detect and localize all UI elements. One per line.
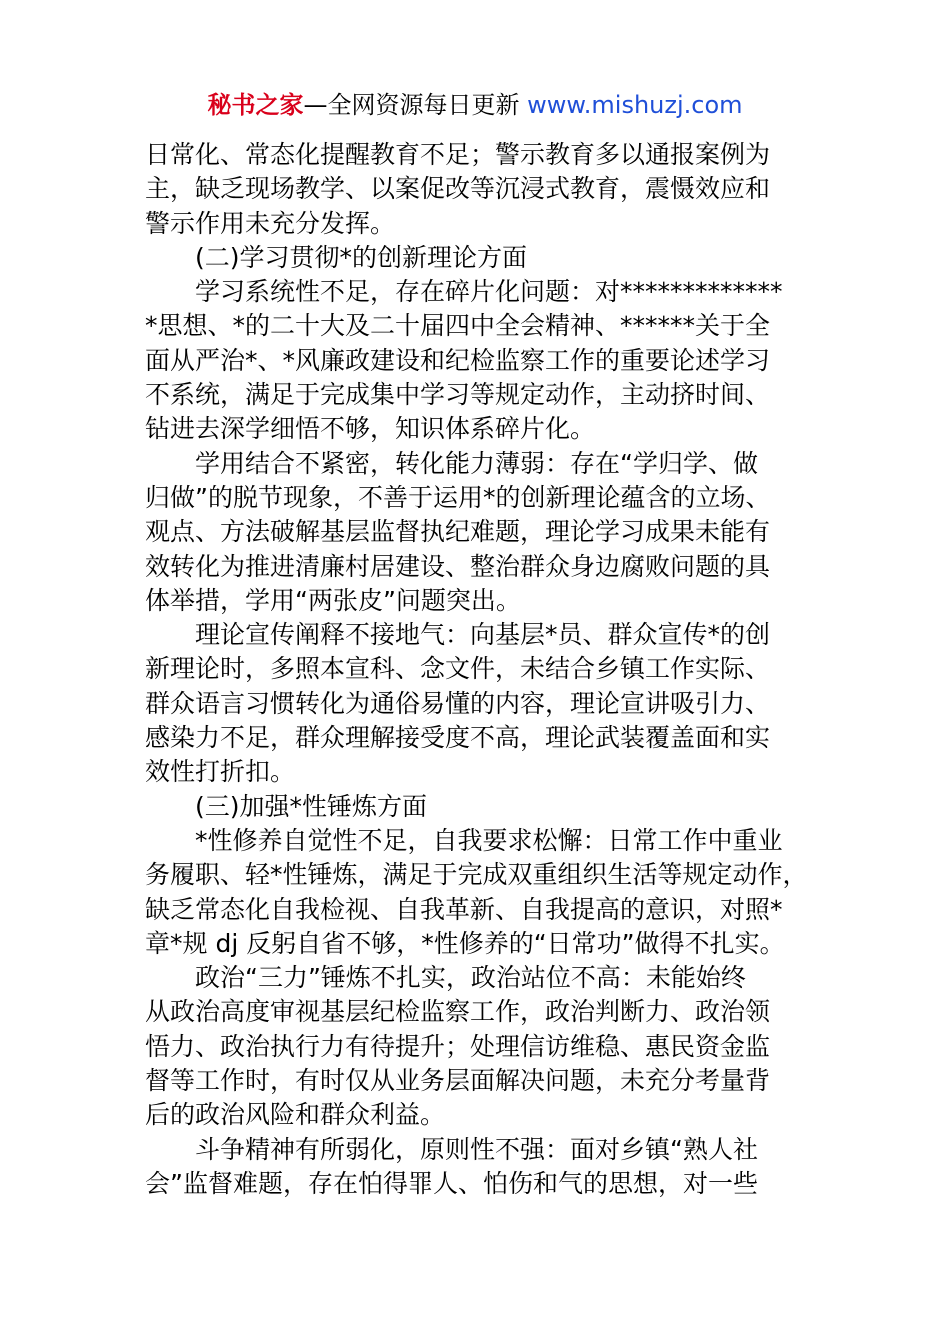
text-line: 钻进去深学细悟不够，知识体系碎片化。: [145, 414, 596, 444]
paragraph-first-line: 学习系统性不足，存在碎片化问题：对*************: [195, 277, 783, 307]
paragraph-first-line: 斗争精神有所弱化，原则性不强：面对乡镇“熟人社: [195, 1134, 758, 1164]
text-line: 从政治高度审视基层纪检监察工作，政治判断力、政治领: [145, 997, 771, 1027]
text-line: 新理论时，多照本宣科、念文件，未结合乡镇工作实际、: [145, 654, 771, 684]
text-line: 后的政治风险和群众利益。: [145, 1100, 446, 1130]
text-line: 归做”的脱节现象，不善于运用*的创新理论蕴含的立场、: [145, 482, 771, 512]
text-line: *思想、*的二十大及二十届四中全会精神、******关于全: [145, 311, 771, 341]
site-brand: 秘书之家: [207, 91, 304, 119]
text-line: 会”监督难题，存在怕得罪人、怕伤和气的思想，对一些: [145, 1168, 758, 1198]
paragraph-first-line: 理论宣传阐释不接地气：向基层*员、群众宣传*的创: [195, 620, 771, 650]
text-line: 不系统，满足于完成集中学习等规定动作，主动挤时间、: [145, 380, 771, 410]
section-heading: (二)学习贯彻*的创新理论方面: [195, 242, 528, 272]
text-line: 面从严治*、*风廉政建设和纪检监察工作的重要论述学习: [145, 345, 771, 375]
text-line: 缺乏常态化自我检视、自我革新、自我提高的意识，对照*: [145, 894, 783, 924]
text-line: 效性打折扣。: [145, 757, 296, 787]
paragraph-first-line: 政治“三力”锤炼不扎实，政治站位不高：未能始终: [195, 963, 746, 993]
site-url-link[interactable]: www.mishuzj.com: [527, 91, 743, 119]
text-line: 观点、方法破解基层监督执纪难题，理论学习成果未能有: [145, 517, 771, 547]
document-body: [145, 138, 810, 1201]
text-line: 章*规 dj 反躬自省不够，*性修养的“日常功”做得不扎实。: [145, 928, 785, 958]
paragraph-first-line: *性修养自觉性不足，自我要求松懈：日常工作中重业: [195, 825, 783, 855]
section-heading: (三)加强*性锤炼方面: [195, 791, 428, 821]
site-tagline: —全网资源每日更新: [303, 91, 520, 119]
text-line: 效转化为推进清廉村居建设、整治群众身边腐败问题的具: [145, 551, 771, 581]
text-line: 日常化、常态化提醒教育不足；警示教育多以通报案例为: [145, 140, 771, 169]
paragraph-first-line: 学用结合不紧密，转化能力薄弱：存在“学归学、做: [195, 448, 758, 478]
site-header: [0, 88, 950, 122]
text-line: 督等工作时，有时仅从业务层面解决问题，未充分考量背: [145, 1066, 771, 1096]
text-line: 感染力不足，群众理解接受度不高，理论武装覆盖面和实: [145, 723, 771, 753]
text-line: 主，缺乏现场教学、以案促改等沉浸式教育，震慑效应和: [145, 174, 771, 204]
text-line: 群众语言习惯转化为通俗易懂的内容，理论宣讲吸引力、: [145, 688, 771, 718]
text-line: 警示作用未充分发挥。: [145, 208, 396, 238]
text-line: 体举措，学用“两张皮”问题突出。: [145, 585, 521, 615]
text-line: 务履职、轻*性锤炼，满足于完成双重组织生活等规定动作，: [145, 860, 808, 890]
text-line: 悟力、政治执行力有待提升；处理信访维稳、惠民资金监: [145, 1031, 771, 1061]
